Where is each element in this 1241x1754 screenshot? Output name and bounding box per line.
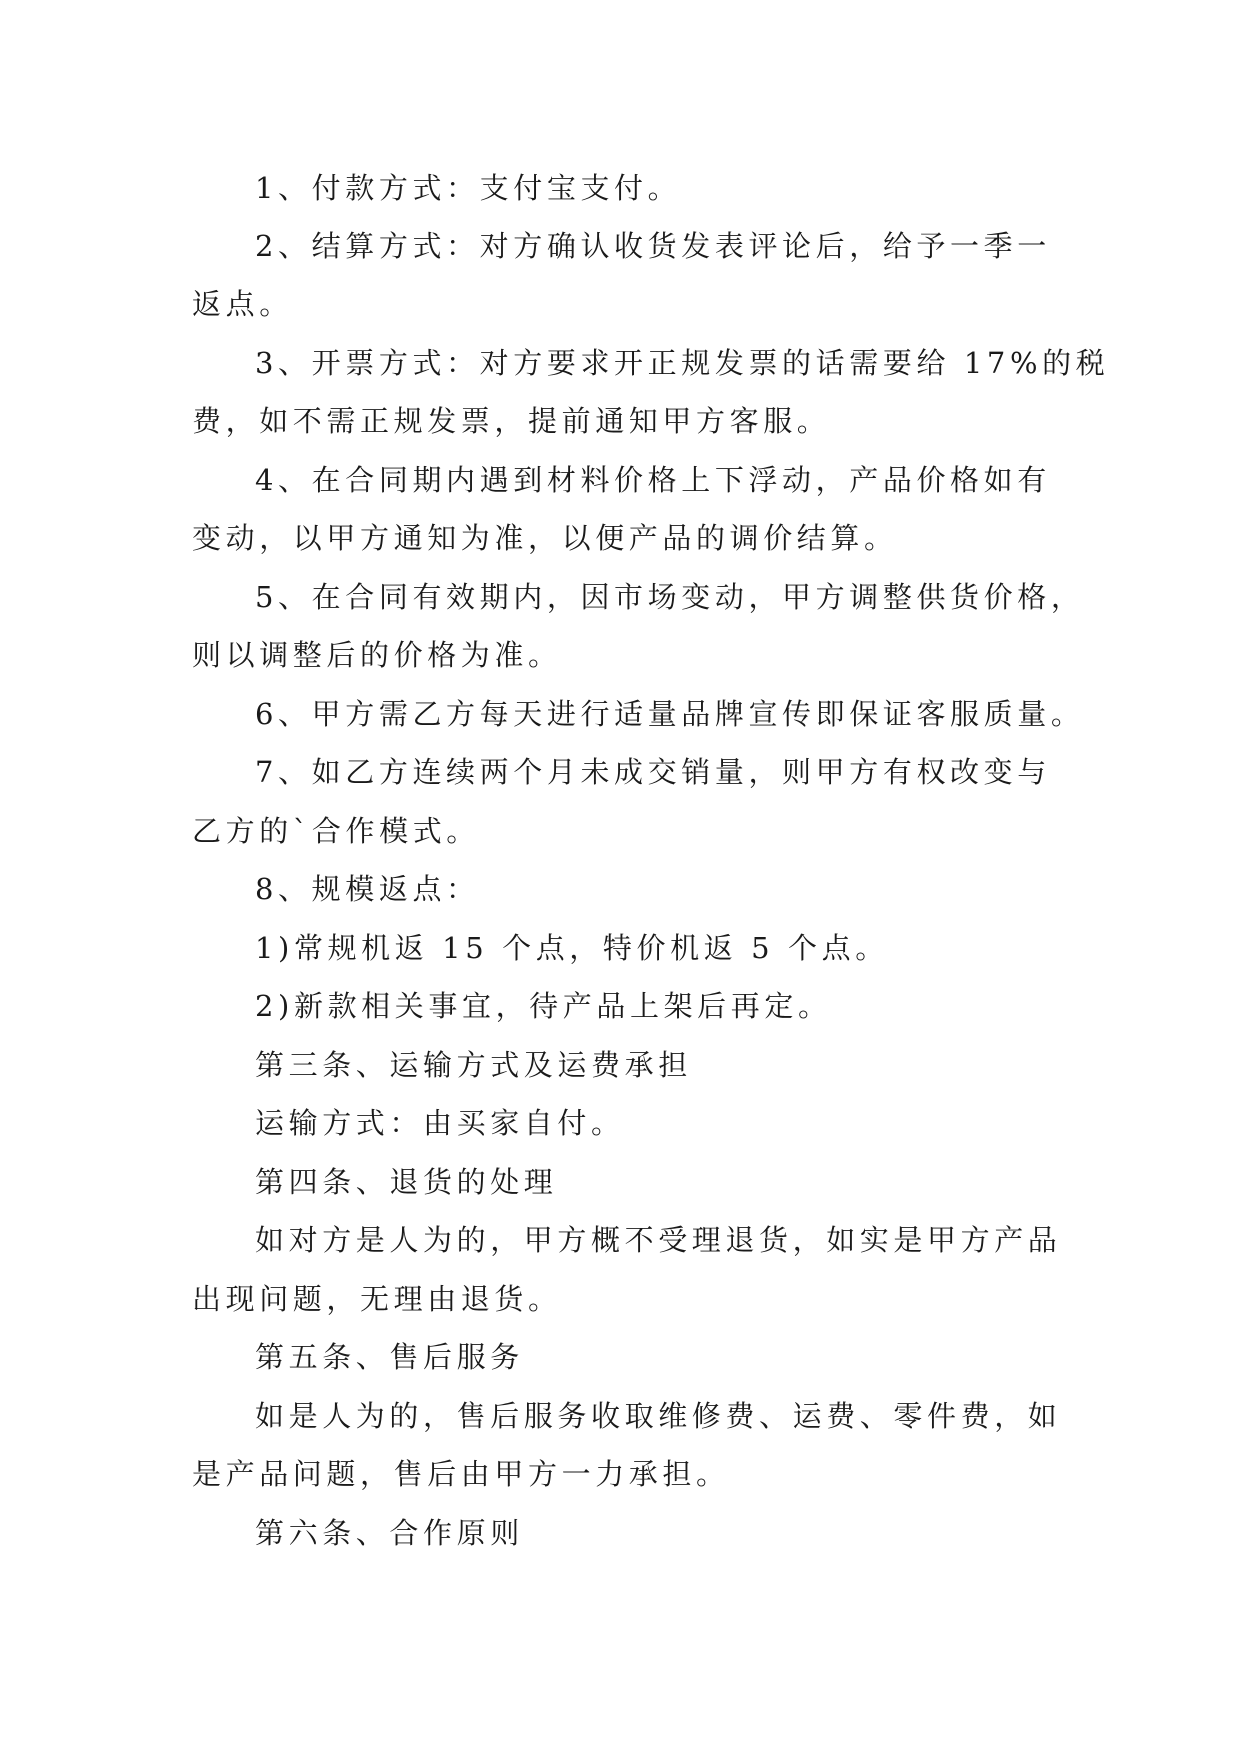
clause-brand-promotion: 6、甲方需乙方每天进行适量品牌宣传即保证客服质量。 [255, 697, 1085, 731]
clause-price-adjustment-cont: 则以调整后的价格为准。 [192, 638, 562, 672]
clause-settlement-method-cont: 返点。 [192, 287, 293, 321]
after-sales-policy-cont: 是产品问题，售后由甲方一力承担。 [192, 1457, 730, 1491]
clause-scale-rebate: 8、规模返点： [255, 872, 480, 906]
section-heading-after-sales: 第五条、售后服务 [255, 1340, 524, 1374]
returns-policy-cont: 出现问题，无理由退货。 [192, 1282, 562, 1316]
section-heading-returns: 第四条、退货的处理 [255, 1165, 558, 1199]
clause-cooperation-change: 7、如乙方连续两个月未成交销量，则甲方有权改变与 [255, 755, 1051, 789]
transport-method: 运输方式：由买家自付。 [255, 1106, 625, 1140]
clause-price-adjustment: 5、在合同有效期内，因市场变动，甲方调整供货价格， [255, 580, 1085, 614]
returns-policy: 如对方是人为的，甲方概不受理退货，如实是甲方产品 [255, 1223, 1062, 1257]
clause-cooperation-change-cont: 乙方的`合作模式。 [192, 814, 480, 848]
clause-price-change: 4、在合同期内遇到材料价格上下浮动，产品价格如有 [255, 463, 1051, 497]
clause-invoice-method-cont: 费，如不需正规发票，提前通知甲方客服。 [192, 404, 831, 438]
clause-invoice-method: 3、开票方式：对方要求开正规发票的话需要给 17%的税 [255, 346, 1110, 380]
section-heading-transport: 第三条、运输方式及运费承担 [255, 1048, 692, 1082]
rebate-item-2: 2)新款相关事宜，待产品上架后再定。 [255, 989, 832, 1023]
section-heading-cooperation: 第六条、合作原则 [255, 1516, 524, 1550]
clause-payment-method: 1、付款方式：支付宝支付。 [255, 171, 682, 205]
clause-settlement-method: 2、结算方式：对方确认收货发表评论后，给予一季一 [255, 229, 1051, 263]
after-sales-policy: 如是人为的，售后服务收取维修费、运费、零件费，如 [255, 1399, 1062, 1433]
clause-price-change-cont: 变动，以甲方通知为准，以便产品的调价结算。 [192, 521, 898, 555]
rebate-item-1: 1)常规机返 15 个点，特价机返 5 个点。 [255, 931, 889, 965]
